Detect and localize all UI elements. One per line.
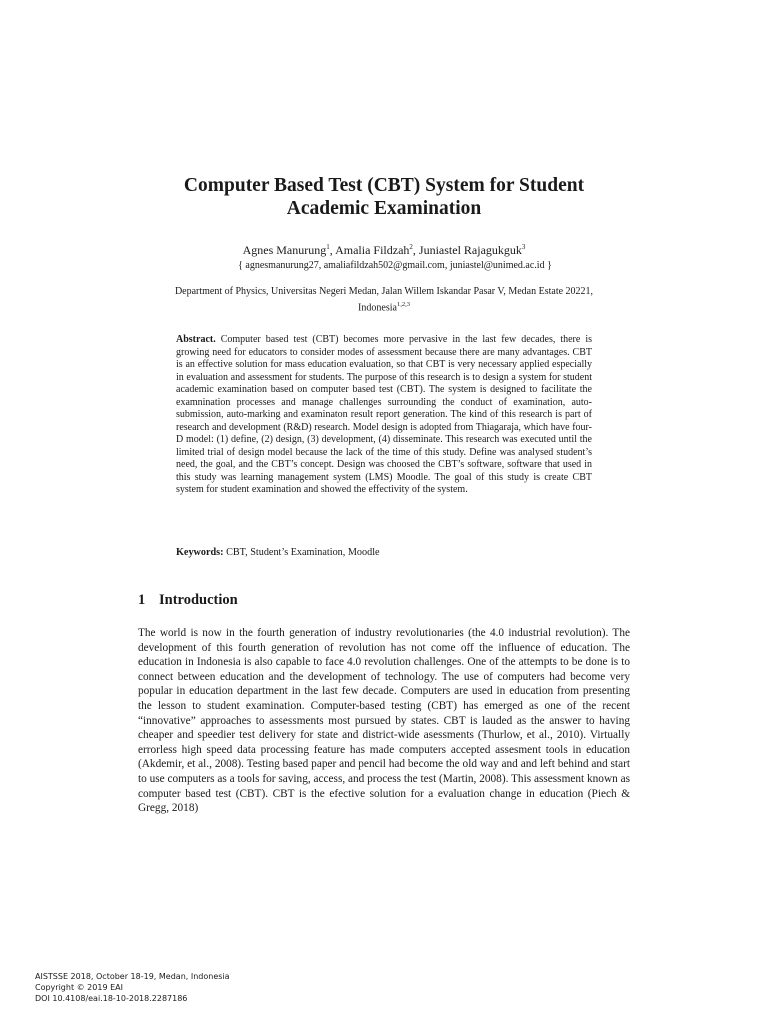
footer-copyright: Copyright © 2019 EAI <box>35 983 123 992</box>
affiliation <box>150 286 618 314</box>
abstract-label: Abstract. <box>176 334 216 345</box>
author-sup: 3 <box>521 243 526 251</box>
author-emails: { agnesmanurung27, amaliafildzah502@gmail.com, juniastel@unimed.ac.id } <box>238 260 552 271</box>
paper-title: Computer Based Test (CBT) System for Student Academic Examination <box>183 175 585 219</box>
section-heading <box>138 592 438 609</box>
section-number: 1 <box>138 592 146 608</box>
footer-conference: AISTSSE 2018, October 18-19, Medan, Indonesia <box>35 972 230 981</box>
affiliation-sup: 1,2,3 <box>396 300 410 308</box>
author-name: Juniastel Rajagukguk <box>418 243 522 257</box>
author-sup: 1 <box>326 243 330 251</box>
footer <box>35 971 335 1004</box>
author-sup: 2 <box>409 243 413 251</box>
author-name: Agnes Manurung <box>242 243 327 257</box>
section-body: The world is now in the fourth generation of industry revolutionaries (the 4.0 industrial revolution). The development of this fourth generation of revolution has not come off the influence of education. The education in Indonesia is also capable to face 4.0 revolution challenges. One of the attempts to be done is to connect between education and the development of technology. The use of computers had become very popular in education department in the last few decade. Computers are used in education from presenting the lesson to student examination. Computer-based testing (CBT) has emerged as one of the recent “innovative” approaches to assessments most pursued by states. CBT is lauded as the answer to having cheaper and speedier test delivery for state and district-wide asessments (Thurlow, et al., 2010). Virtually errorless high speed data processing feature has made computers accepted assesment tools in education (Akdemir, et al., 2008). Testing based paper and pencil had become the old way and and left behind and start to use computers as a tools for saving, access, and process the test (Martin, 2008). This assessment known as computer based test (CBT). CBT is the efective solution for a evaluation change in education (Piech & Gregg, 2018) <box>138 627 630 815</box>
keywords-label: Keywords: <box>176 547 224 558</box>
author-list: Agnes Manurung$^1$, Amalia Fildzah$^2$, Juniastel Rajagukguk$^3$ <box>242 243 526 257</box>
keywords <box>176 546 592 559</box>
footer-doi: DOI 10.4108/eai.18-10-2018.2287186 <box>35 994 188 1003</box>
abstract-text: Computer based test (CBT) becomes more pervasive in the last few decades, there is growing need for educators to consider modes of assessment because there are many advantages. CBT is an effective solution for mass education evaluation, so that CBT is very necessary applied especially in evaluation and assessment for students. The purpose of this research is to design a system for student academic examination based on computer based test (CBT). The system is designed to facilitate the examnination processes and manage challenges surrounding the conduct of examination, auto-submission, auto-marking and examinaton result report generation. The kind of this research is part of research and development (R&D) research. Model design is adopted from Thiagaraja, which have four-D model: (1) define, (2) design, (3) development, (4) disseminate. This research was executed until the limited trial of design model because the lack of the time of this study. Define was analysed student’s need, the goal, and the CBT’s concept. Design was choosed the CBT’s software, software that used in this study was learning management system (LMS) Moodle. The goal of this study is create CBT system for student examination and showed the effectivity of the system. <box>176 334 592 495</box>
keywords-text: CBT, Student’s Examination, Moodle <box>226 547 380 558</box>
abstract <box>176 334 592 497</box>
affiliation-text: Department of Physics, Universitas Negeri Medan, Jalan Willem Iskandar Pasar V, Medan Estate 20221, Indonesia <box>174 286 594 313</box>
author-name: Amalia Fildzah <box>335 243 410 257</box>
section-title: Introduction <box>159 592 238 608</box>
